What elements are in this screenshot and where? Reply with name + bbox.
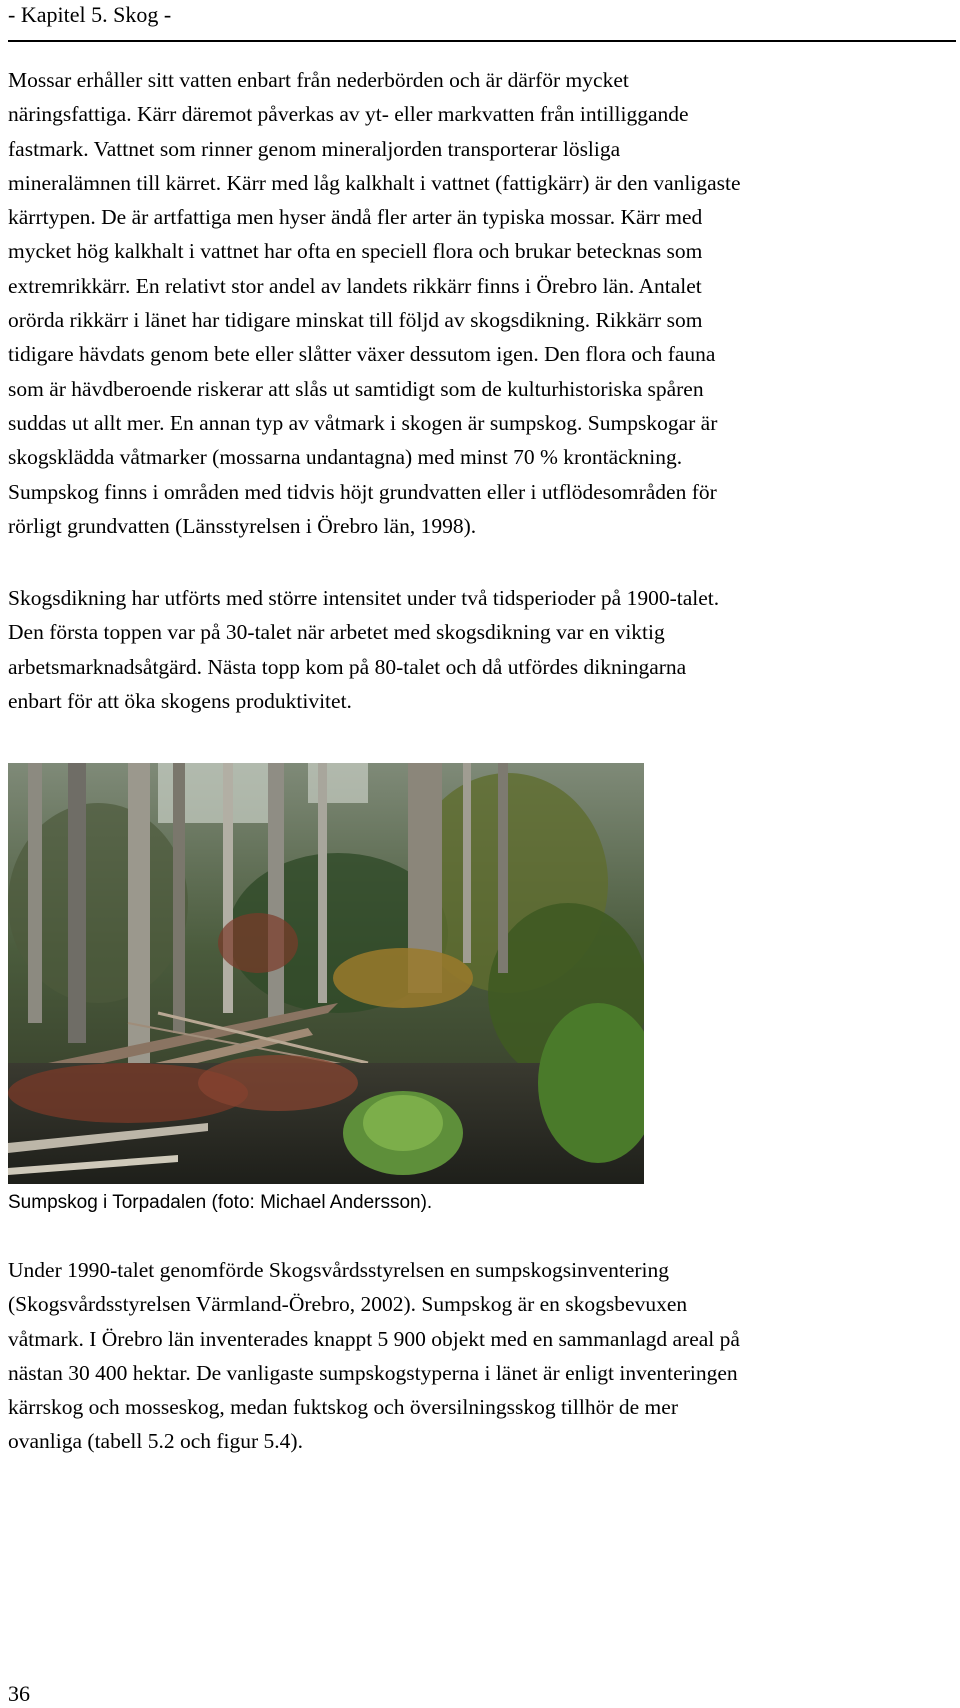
paragraph-line: orörda rikkärr i länet har tidigare minskat till följd av skogsdikning. Rikkärr som — [8, 308, 703, 333]
swamp-forest-photo — [8, 763, 644, 1184]
paragraph-line: nästan 30 400 hektar. De vanligaste sumpskogstyperna i länet är enligt inventeringen — [8, 1360, 738, 1385]
paragraph-line: näringsfattiga. Kärr däremot påverkas av yt- eller markvatten från intilliggande — [8, 102, 689, 127]
paragraph-line: som är hävdberoende riskerar att slås ut samtidigt som de kulturhistoriska spåren — [8, 376, 704, 401]
paragraph-line: Mossar erhåller sitt vatten enbart från nederbörden och är därför mycket — [8, 68, 629, 92]
paragraph-2 — [8, 581, 953, 718]
paragraph-line: kärrskog och mosseskog, medan fuktskog och översilningsskog tillhör de mer — [8, 1395, 678, 1420]
page-number: 36 — [8, 1681, 30, 1706]
paragraph-line: tidigare hävdats genom bete eller slåtter växer dessutom igen. Den flora och fauna — [8, 342, 716, 367]
paragraph-line: rörligt grundvatten (Länsstyrelsen i Örebro län, 1998). — [8, 513, 477, 538]
paragraph-line: kärrtypen. De är artfattiga men hyser ändå fler arter än typiska mossar. Kärr med — [8, 205, 703, 230]
paragraph-line: enbart för att öka skogens produktivitet. — [8, 688, 352, 713]
paragraph-line: mineralämnen till kärret. Kärr med låg kalkhalt i vattnet (fattigkärr) är den vanligaste — [8, 170, 741, 195]
paragraph-line: Den första toppen var på 30-talet när arbetet med skogsdikning var en viktig — [8, 620, 665, 645]
paragraph-line: (Skogsvårdsstyrelsen Värmland-Örebro, 2002). Sumpskog är en skogsbevuxen — [8, 1292, 688, 1317]
paragraph-line: Skogsdikning har utförts med större intensitet under två tidsperioder på 1900-talet. — [8, 586, 720, 610]
header-rule — [8, 40, 956, 42]
running-head: - Kapitel 5. Skog - — [8, 2, 172, 27]
paragraph-line: extremrikkärr. En relativt stor andel av landets rikkärr finns i Örebro län. Antalet — [8, 273, 702, 298]
paragraph-line: Under 1990-talet genomförde Skogsvårdsstyrelsen en sumpskogsinventering — [8, 1258, 669, 1282]
figure-caption: Sumpskog i Torpadalen (foto: Michael Andersson). — [8, 1192, 433, 1213]
paragraph-line: ovanliga (tabell 5.2 och figur 5.4). — [8, 1429, 303, 1454]
paragraph-1 — [8, 63, 953, 543]
paragraph-line: våtmark. I Örebro län inventerades knappt 5 900 objekt med en sammanlagd areal på — [8, 1326, 740, 1351]
paragraph-line: suddas ut allt mer. En annan typ av våtmark i skogen är sumpskog. Sumpskogar är — [8, 410, 718, 435]
paragraph-line: mycket hög kalkhalt i vattnet har ofta en speciell flora och brukar betecknas som — [8, 239, 703, 264]
paragraph-3 — [8, 1253, 953, 1459]
paragraph-line: arbetsmarknadsåtgärd. Nästa topp kom på 80-talet och då utfördes dikningarna — [8, 654, 687, 679]
paragraph-line: fastmark. Vattnet som rinner genom mineraljorden transporterar lösliga — [8, 136, 621, 161]
paragraph-line: skogsklädda våtmarker (mossarna undantagna) med minst 70 % krontäckning. — [8, 445, 683, 470]
paragraph-line: Sumpskog finns i områden med tidvis höjt grundvatten eller i utflödesområden för — [8, 479, 717, 504]
